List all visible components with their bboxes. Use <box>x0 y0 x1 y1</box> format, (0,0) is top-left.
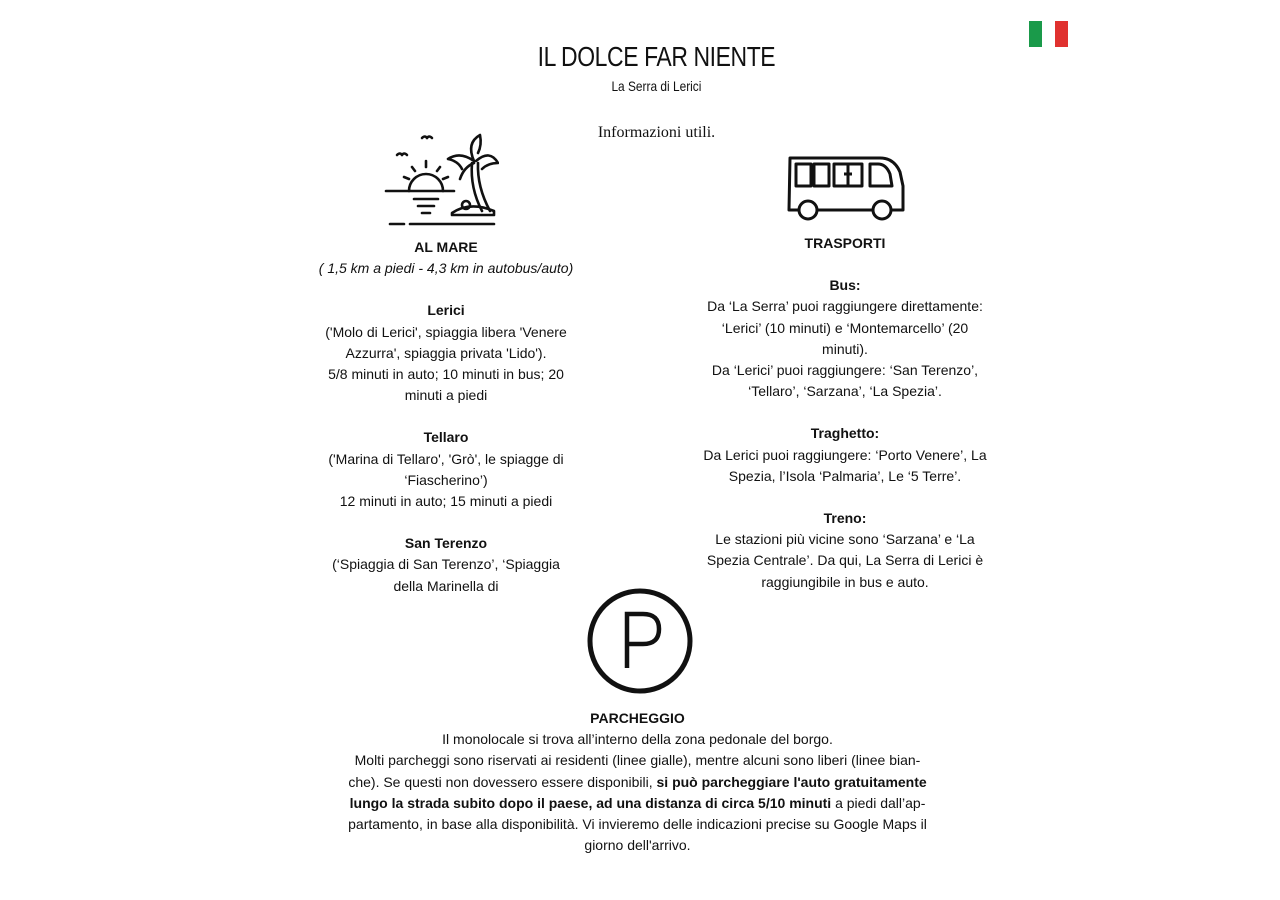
parcheggio-line: Il monolocale si trova all’interno della zona pedonale del borgo. <box>442 731 833 748</box>
parcheggio-text: a piedi dall’ap- <box>831 794 926 811</box>
tellaro-title: Tellaro <box>423 429 469 446</box>
parcheggio-line: Molti parcheggi sono riservati ai residenti (linee gialle), mentre alcuni sono liberi (linee bian- <box>354 752 921 769</box>
treno-line: Spezia Centrale’. Da qui, La Serra di Lerici è <box>706 552 984 569</box>
tellaro-line: ('Marina di Tellaro', 'Grò', le spiagge di <box>328 450 564 467</box>
traghetto-line: Spezia, l’Isola ‘Palmaria’, Le ‘5 Terre’. <box>728 467 962 484</box>
parcheggio-line <box>330 793 945 814</box>
parcheggio-text: che). Se questi non dovessero essere disponibili, <box>348 773 657 790</box>
parcheggio-section <box>330 708 945 856</box>
beach-sunset-palm-icon <box>384 133 499 228</box>
trasporti-heading: TRASPORTI <box>804 235 886 251</box>
parcheggio-line: partamento, in base alla disponibilità. Vi invieremo delle indicazioni precise su Google Maps il <box>348 816 927 833</box>
treno-line: raggiungibile in bus e auto. <box>761 573 929 590</box>
treno-title: Treno: <box>823 510 867 527</box>
bus-line: ‘Lerici’ (10 minuti) e ‘Montemarcello’ (20 <box>721 319 969 336</box>
bus-line: minuti). <box>822 340 868 357</box>
lerici-line: Azzurra', spiaggia privata 'Lido'). <box>345 344 547 361</box>
tellaro-line: ‘Fiascherino’) <box>404 471 488 488</box>
traghetto-line: Da Lerici puoi raggiungere: ‘Porto Venere’, La <box>703 446 987 463</box>
parcheggio-bold-text: si può parcheggiare l'auto gratuitamente <box>656 773 927 790</box>
parcheggio-bold-text: lungo la strada subito dopo il paese, ad una distanza di circa 5/10 minuti <box>349 794 832 811</box>
lerici-line: minuti a piedi <box>404 387 488 404</box>
parcheggio-line: giorno dell'arrivo. <box>584 837 691 854</box>
parking-icon <box>587 588 693 694</box>
al-mare-section <box>306 237 586 597</box>
san-terenzo-title: San Terenzo <box>404 535 488 552</box>
tellaro-line: 12 minuti in auto; 15 minuti a piedi <box>339 493 553 510</box>
san-terenzo-line: della Marinella di <box>393 577 499 594</box>
parcheggio-heading: PARCHEGGIO <box>590 710 685 726</box>
al-mare-distance: ( 1,5 km a piedi - 4,3 km in autobus/auto) <box>318 260 574 277</box>
info-heading: Informazioni utili. <box>597 124 716 141</box>
san-terenzo-line: (‘Spiaggia di San Terenzo’, ‘Spiaggia <box>332 556 560 573</box>
al-mare-heading: AL MARE <box>414 239 478 255</box>
bus-title: Bus: <box>829 277 861 294</box>
bus-line: Da ‘La Serra’ puoi raggiungere direttamente: <box>707 298 983 315</box>
bus-line: Da ‘Lerici’ puoi raggiungere: ‘San Terenzo’, <box>711 362 979 379</box>
treno-line: Le stazioni più vicine sono ‘Sarzana’ e ‘La <box>715 531 975 548</box>
bus-line: ‘Tellaro’, ‘Sarzana’, ‘La Spezia’. <box>748 383 942 400</box>
bus-icon <box>786 154 906 224</box>
page-title: IL DOLCE FAR NIENTE <box>537 41 776 72</box>
lerici-title: Lerici <box>427 302 465 319</box>
lerici-line: ('Molo di Lerici', spiaggia libera 'Venere <box>325 323 567 340</box>
traghetto-title: Traghetto: <box>810 425 880 442</box>
parcheggio-line <box>330 772 945 793</box>
page-subtitle: La Serra di Lerici <box>611 78 702 94</box>
trasporti-section <box>690 233 1000 593</box>
lerici-line: 5/8 minuti in auto; 10 minuti in bus; 20 <box>328 366 564 383</box>
